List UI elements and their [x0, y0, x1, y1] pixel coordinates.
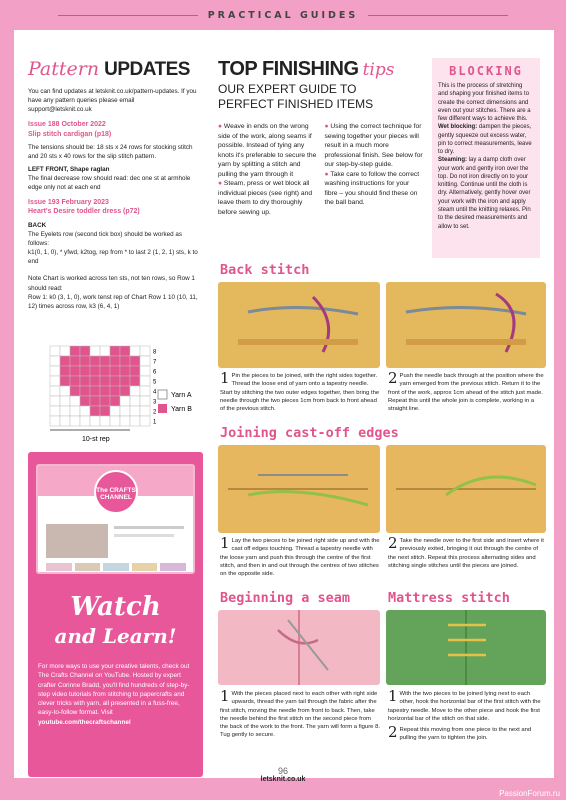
chart-cell [70, 386, 80, 396]
seam-step-1 [220, 687, 380, 740]
pattern-updates-title: UPDATES [104, 59, 190, 80]
issue-193-sub: Heart's Desire toddler dress (p72) [28, 208, 140, 216]
chart-cell [130, 356, 140, 366]
chart-cell [70, 416, 80, 426]
tips-col-1: ● Weave in ends on the wrong side of the work, along seams if possible. Instead of tying any knots it's preferable to secure the yarn by splitting a stitch and pulling the yarn through it ● Steam, press or wet block all individual pieces (see right) and leave them to dry thoroughly before sewing up. [218, 123, 317, 216]
mattress-photo [386, 610, 546, 685]
chart-cell [60, 376, 70, 386]
chart-cell [60, 356, 70, 366]
header-rule [368, 15, 508, 16]
chart-cell [80, 376, 90, 386]
chart-cell [90, 396, 100, 406]
chart-cell [120, 386, 130, 396]
chart-cell [110, 376, 120, 386]
cast-off-step-2 [388, 534, 544, 570]
chart-cell [90, 376, 100, 386]
blocking-title: BLOCKING [449, 64, 523, 78]
chart-cell [50, 376, 60, 386]
finishing-subtitle-2: PERFECT FINISHED ITEMS [218, 97, 374, 112]
chart-cell [120, 416, 130, 426]
chart-cell [130, 416, 140, 426]
chart-cell [130, 386, 140, 396]
mattress-step-1 [388, 687, 544, 723]
chart-cell [70, 396, 80, 406]
section-title: PRACTICAL GUIDES [207, 9, 359, 21]
chart-row-number: 5 [153, 379, 157, 386]
step-number: 1 [388, 687, 398, 705]
chart-cell [120, 376, 130, 386]
mattress-title: Mattress stitch [388, 590, 510, 606]
seam-title: Beginning a seam [220, 590, 351, 606]
promo-text: For more ways to use your creative talents, check out The Crafts Channel on YouTube. Hosted by expert crafter Corinne Bradd, you'll find hundreds of step-by-step video tutorials from stitching to papercrafts and clever tricks with yarn, all presented in a fuss-free, easy-to-follow format. [38, 663, 190, 717]
chart-cell [80, 366, 90, 376]
chart-cell [90, 366, 100, 376]
chart-cell [130, 366, 140, 376]
blocking-intro: This is the process of stretching and shaping your finished items to create the correct dimensions and even out your stitches. There are a few different ways to achieve this. [438, 83, 531, 123]
chart-cell [80, 386, 90, 396]
finishing-title-script: tips [362, 60, 395, 80]
step-text: With the two pieces to be joined lying next to each other, hook the horizontal bar of the first stitch with the tapestry needle. Move to the other piece and hook the first horizontal bar of the stitch on that side. [388, 691, 541, 722]
chart-note-2: Row 1: k0 (3, 1, 0), work tenst rep of Chart Row 1 10 (10, 11, 12) times across row, k3 (6, 4, 1) [28, 293, 198, 310]
issue-193-bold: BACK [28, 221, 47, 229]
heart-chart [40, 338, 205, 453]
issue-193-title: Issue 193 February 2023 [28, 198, 109, 206]
chart-cell [120, 366, 130, 376]
chart-cell [50, 346, 60, 356]
issue-188-sub: Slip stitch cardigan (p18) [28, 130, 112, 138]
chart-cell [60, 386, 70, 396]
chart-cell [90, 416, 100, 426]
chart-cell [70, 366, 80, 376]
step-text: Pin the pieces to be joined, with the right sides together. Thread the loose end of yarn onto a tapestry needle. Start by stitching the two outer edges together, then bring the needle through the two pieces 1cm from back to front ahead of the previous stitch. [220, 373, 380, 413]
step-text: Lay the two pieces to be joined right side up and with the cast off edges touching. Thread a tapestry needle with the loose yarn and push this through the centre of the first stitch, and then in and out through the centres of two stitches on the opposite side. [220, 538, 380, 578]
chart-row-number: 7 [153, 359, 157, 366]
chart-cell [100, 386, 110, 396]
chart-cell [80, 416, 90, 426]
tip-weave: Weave in ends on the wrong side of the work, along seams if possible. Instead of tying any knots it's preferable to secure the yarn by splitting a stitch and pulling the yarn through it [218, 123, 317, 178]
chart-cell [110, 366, 120, 376]
step-text: Push the needle back through at the position where the yarn emerged from the previous stitch. Return it to the front of the work, approx 1cm ahead of the stitch just made. Repeat this until the whole join is complete, working in a straight line. [388, 373, 544, 413]
chart-cell [70, 406, 80, 416]
seam-photo [218, 610, 380, 685]
chart-cell [120, 396, 130, 406]
back-stitch-title: Back stitch [220, 262, 310, 278]
page-footer [0, 766, 566, 783]
chart-cell [80, 396, 90, 406]
finishing-title: TOP FINISHING [218, 58, 359, 80]
step-text: With the pieces placed next to each other with right side upwards, thread the yarn tail through the fabric after the first stitch, moving the needle from front to back. Then, take the needle behind the first stitch on the second piece from the back of the work to the front. The yarn will form a figure 8. Tug gently to secure. [220, 691, 380, 739]
chart-cell [60, 406, 70, 416]
legend-b-label: Yarn B [171, 406, 192, 413]
chart-cell [140, 356, 150, 366]
wet-blocking-text: dampen the pieces, gently squeeze out excess water, pin to correct measurements, leave to dry. [438, 124, 532, 156]
back-stitch-photo-2 [386, 282, 546, 368]
crafts-channel-promo [28, 452, 203, 777]
step-number: 1 [220, 687, 230, 705]
chart-cell [140, 376, 150, 386]
step-number: 2 [388, 534, 398, 552]
steaming-text: lay a damp cloth over your work and gently iron over the top. Do not iron directly on to your knitting. Continue until the cloth is dry. Alternatively, gently hover over your work with the iron and apply steam until the knitting relaxes. Pin to the desired measurements and allow to set. [438, 157, 531, 230]
video-desc-line [114, 534, 174, 537]
page-number: 96 [277, 766, 288, 776]
learn-heading: and Learn! [54, 624, 177, 648]
step-number: 2 [388, 369, 398, 387]
chart-cell [110, 386, 120, 396]
wet-blocking-label: Wet blocking: [438, 124, 478, 131]
chart-cell [100, 416, 110, 426]
chart-cell [130, 396, 140, 406]
chart-cell [130, 376, 140, 386]
cast-off-title: Joining cast-off edges [220, 425, 399, 441]
header-rule [58, 15, 198, 16]
chart-row-number: 2 [153, 409, 157, 416]
chart-cell [50, 356, 60, 366]
chart-cell [100, 396, 110, 406]
chart-cell [140, 406, 150, 416]
chart-cell [90, 356, 100, 366]
legend-a-label: Yarn A [171, 392, 192, 399]
issue-188-text: The tensions should be: 18 sts x 24 rows for stocking stitch and 20 sts x 40 rows for the slip stitch pattern. [28, 144, 193, 161]
footer-site: letsknit.co.uk [260, 776, 306, 783]
chart-row-number: 1 [153, 419, 157, 426]
chart-cell [100, 406, 110, 416]
video-strip [46, 563, 186, 571]
chart-cell [140, 416, 150, 426]
promo-visit: Visit [100, 709, 113, 717]
legend-b-swatch [158, 404, 167, 413]
chart-cell [50, 416, 60, 426]
chart-cell [60, 416, 70, 426]
video-thumbnail[interactable] [46, 524, 108, 558]
chart-cell [110, 406, 120, 416]
mattress-step-2 [388, 723, 544, 743]
tip-technique: Using the correct technique for sewing together your pieces will result in a much more professional finish. See below for our step-by-step guide. [324, 123, 423, 169]
chart-cell [50, 406, 60, 416]
chart-cell [60, 396, 70, 406]
chart-cell [100, 346, 110, 356]
tip-washing: Take care to follow the correct washing instructions for your fibre – you should find these on the ball band. [324, 170, 420, 207]
finishing-subtitle-1: OUR EXPERT GUIDE TO [218, 82, 357, 96]
chart-cell [70, 356, 80, 366]
page-header [0, 0, 566, 30]
chart-cell [130, 406, 140, 416]
legend-a-swatch [158, 390, 167, 399]
chart-cell [140, 346, 150, 356]
chart-cell [140, 396, 150, 406]
pattern-updates [28, 58, 198, 311]
promo-body [38, 662, 196, 727]
chart-cell [90, 386, 100, 396]
issue-188-bold: LEFT FRONT, Shape raglan [28, 165, 110, 173]
chart-cell [60, 366, 70, 376]
chart-cell [50, 366, 60, 376]
chart-row-number: 4 [153, 389, 157, 396]
tip-steam: Steam, press or wet block all individual pieces (see right) and leave them to dry thoroughly before sewing up. [218, 180, 313, 216]
chart-cell [110, 396, 120, 406]
chart-cell [100, 376, 110, 386]
chart-cell [70, 376, 80, 386]
back-stitch-step-1 [220, 369, 380, 413]
chart-cell [80, 406, 90, 416]
chart-cell [50, 386, 60, 396]
chart-row-number: 3 [153, 399, 157, 406]
back-stitch-step-2 [388, 369, 544, 413]
chart-cell [110, 356, 120, 366]
chart-cell [70, 346, 80, 356]
cast-off-step-1 [220, 534, 380, 578]
chart-cell [120, 346, 130, 356]
blocking-box [432, 58, 540, 258]
chart-cell [100, 356, 110, 366]
watermark: PassionForum.ru [499, 789, 560, 798]
finishing-header [218, 58, 394, 111]
chart-cell [60, 346, 70, 356]
step-text: Repeat this moving from one piece to the next and pulling the yarn to tighten the join. [399, 727, 532, 742]
watch-heading: Watch [70, 592, 161, 622]
pattern-updates-script: Pattern [28, 58, 100, 80]
chart-cell [120, 406, 130, 416]
steaming-label: Steaming: [438, 157, 468, 164]
chart-cell [130, 346, 140, 356]
chart-note: Note Chart is worked across ten sts, not ten rows, so Row 1 should read: [28, 275, 195, 292]
issue-193-text2: k1(0, 1, 0), * yfwd, k2tog, rep from * to last 2 (1, 2, 1) sts, k to end [28, 249, 198, 266]
chart-cell [110, 346, 120, 356]
chart-cell [80, 346, 90, 356]
video-title-line [114, 526, 184, 529]
youtube-screenshot [36, 464, 195, 574]
issue-188-title: Issue 188 October 2022 [28, 121, 106, 129]
step-number: 2 [388, 723, 398, 741]
promo-url[interactable]: youtube.com/thecraftschannel [38, 718, 131, 726]
cast-off-photo-2 [386, 445, 546, 533]
rep-label: 10-st rep [82, 436, 110, 443]
cast-off-photo-1 [218, 445, 380, 533]
chart-cell [90, 406, 100, 416]
updates-intro: You can find updates at letsknit.co.uk/pattern-updates. If you have any pattern queries please email support@letsknit.co.uk [28, 88, 197, 114]
step-number: 1 [220, 534, 230, 552]
finishing-tips [218, 122, 423, 217]
step-text: Take the needle over to the first side and insert where it previously exited, bringing it out through the centre of the next stitch. Repeat this process alternating sides and stitching single stitches until the pieces are joined. [388, 538, 544, 569]
step-number: 1 [220, 369, 230, 387]
chart-row-number: 6 [153, 369, 157, 376]
chart-cell [140, 366, 150, 376]
issue-193-text: The Eyelets row (second tick box) should be worked as follows: [28, 230, 182, 247]
channel-logo: The CRAFTS CHANNEL [94, 470, 138, 514]
chart-cell [140, 386, 150, 396]
chart-cell [110, 416, 120, 426]
chart-cell [120, 356, 130, 366]
chart-cell [80, 356, 90, 366]
chart-cell [50, 396, 60, 406]
back-stitch-photo-1 [218, 282, 380, 368]
chart-cell [100, 366, 110, 376]
issue-188-text2: The final decrease row should read: dec one st at armhole edge only not at each end [28, 174, 191, 191]
chart-row-number: 8 [153, 349, 157, 356]
tips-col-2: ● Using the correct technique for sewing together your pieces will result in a much more professional finish. See below for our step-by-step guide. ● Take care to follow the correct washing instructions for your fibre – you should find these on the ball band. [324, 123, 423, 207]
chart-cell [90, 346, 100, 356]
